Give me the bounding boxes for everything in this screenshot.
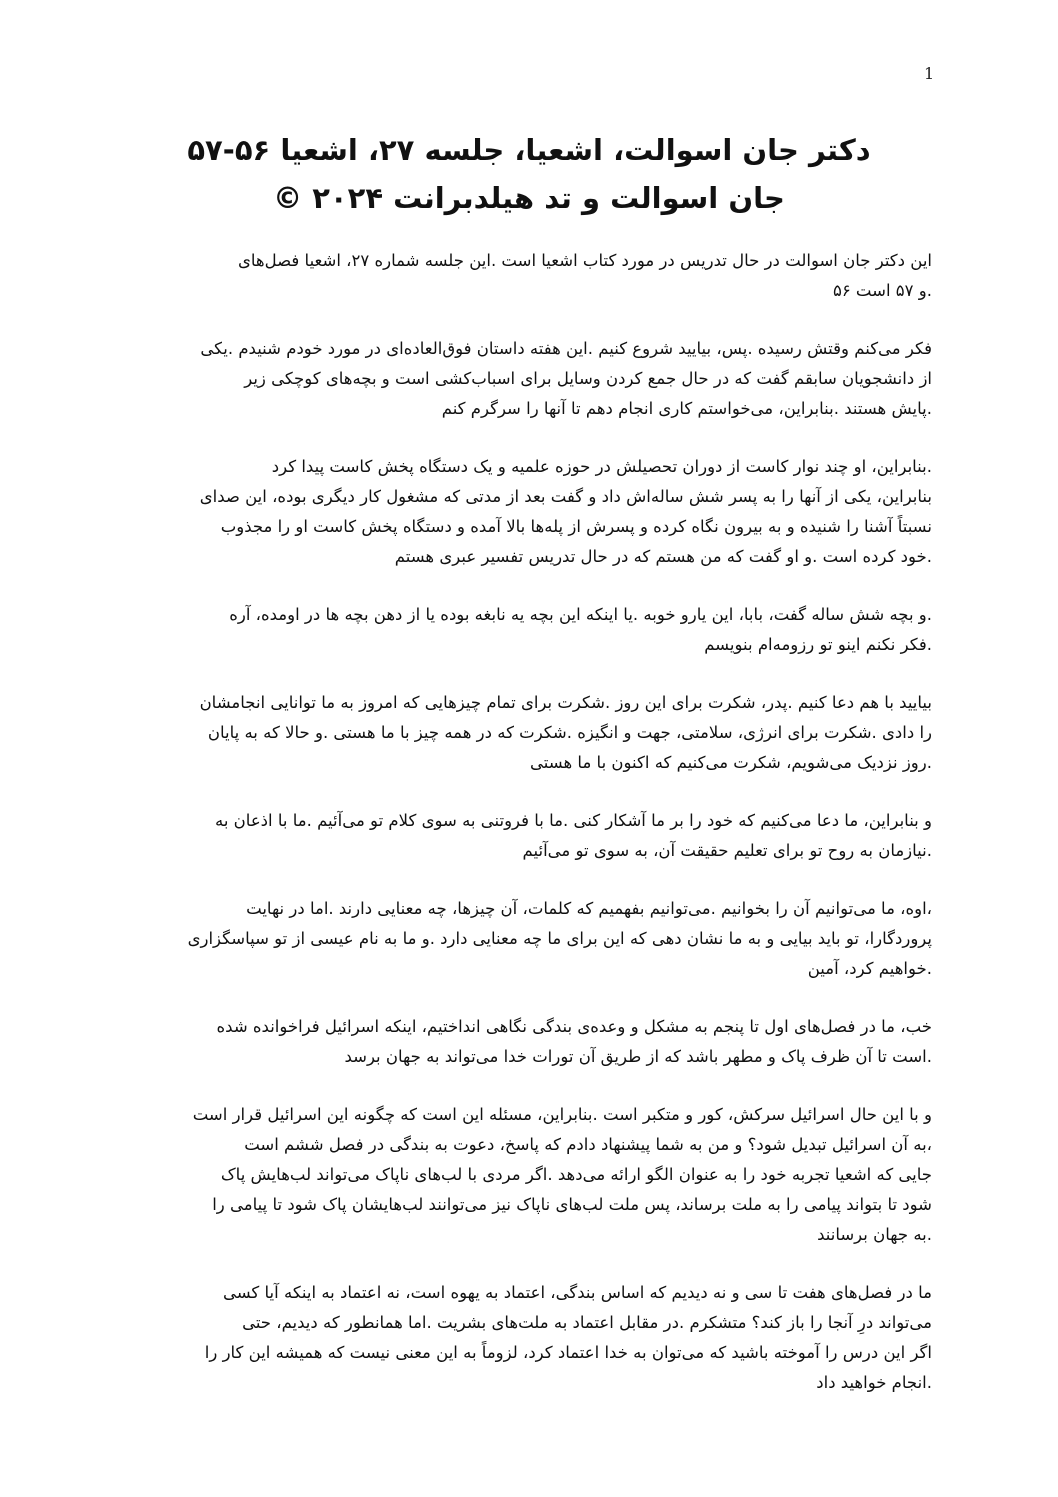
text-line: .انجام خواهید داد — [816, 1373, 932, 1392]
title-line: جان اسوالت و تد هیلدبرانت ۲۰۲۴ © — [273, 181, 785, 215]
text-line: این دکتر جان اسوالت در حال تدریس در مورد کتاب اشعیا است .این جلسه شماره ۲۷، اشعیا فصل‌های — [237, 251, 932, 270]
paragraph — [128, 334, 932, 424]
document-title — [120, 126, 938, 222]
text-line: ،اوه، ما می‌توانیم آن را بخوانیم .می‌توانیم بفهمیم که کلمات، آن چیزها، چه معنایی دارند .اما در نهایت — [246, 899, 932, 918]
title-line: دکتر جان اسوالت، اشعیا، جلسه ۲۷، اشعیا ۵۶-۵۷ — [187, 133, 871, 167]
text-line: فکر می‌کنم وقتش رسیده .پس، بیایید شروع کنیم .این هفته داستان فوق‌العاده‌ای در مورد خودم شنیدم .یکی — [200, 339, 932, 358]
paragraph — [128, 1278, 932, 1398]
paragraph — [128, 452, 932, 572]
text-line: اگر این درس را آموخته باشید که می‌توان به خدا اعتماد کرد، لزوماً به این معنی نیست که همیشه این کار را — [204, 1343, 932, 1362]
text-line: و بنابراین، ما دعا می‌کنیم که خود را بر ما آشکار کنی .ما با فروتنی به سوی کلام تو می‌آئیم .ما با اذعان به — [215, 811, 932, 830]
text-line: .بنابراین، او چند نوار کاست از دوران تحصیلش در حوزه علمیه و یک دستگاه پخش کاست پیدا کرد — [271, 457, 932, 476]
text-line: بنابراین، یکی از آنها را به پسر شش ساله‌اش داد و گفت بعد از مدتی که مشغول کار دیگری بوده، این صدای — [199, 487, 932, 506]
text-line: .فکر نکنم اینو تو رزومه‌ام بنویسم — [704, 635, 932, 654]
text-line: را دادی .شکرت برای انرژی، سلامتی، جهت و انگیزه .شکرت که در همه چیز با ما هستی .و حالا که به پایان — [207, 723, 932, 742]
text-line: خب، ما در فصل‌های اول تا پنجم به مشکل و وعده‌ی بندگی نگاهی انداختیم، اینکه اسرائیل فراخوانده شده — [216, 1017, 932, 1036]
paragraph — [128, 1100, 932, 1250]
paragraph — [128, 1012, 932, 1072]
document-body — [128, 246, 932, 1426]
paragraph — [128, 246, 932, 306]
text-line: بیایید با هم دعا کنیم .پدر، شکرت برای این روز .شکرت برای تمام چیزهایی که امروز به ما توانایی انجامشان — [199, 693, 932, 712]
paragraph — [128, 894, 932, 984]
text-line: ما در فصل‌های هفت تا سی و نه دیدیم که اساس بندگی، اعتماد به یهوه است، نه اعتماد به اینکه آیا کسی — [222, 1283, 932, 1302]
text-line: .خواهیم کرد، آمین — [807, 959, 932, 978]
text-line: شود تا بتواند پیامی را به ملت برساند، پس ملت لب‌های ناپاک نیز می‌توانند لب‌هایشان پاک شود تا پیامی را — [212, 1195, 932, 1214]
text-line: جایی که اشعیا تجربه خود را به عنوان الگو ارائه می‌دهد .اگر مردی با لب‌های ناپاک می‌تواند لب‌هایش پاک — [220, 1165, 932, 1184]
text-line: .پایش هستند .بنابراین، می‌خواستم کاری انجام دهم تا آنها را سرگرم کنم — [441, 399, 932, 418]
text-line: .به جهان برسانند — [817, 1225, 932, 1244]
text-line: ،به آن اسرائیل تبدیل شود؟ و من به شما پیشنهاد دادم که پاسخ، دعوت به بندگی در فصل ششم است — [244, 1135, 932, 1154]
paragraph — [128, 688, 932, 778]
paragraph — [128, 806, 932, 866]
text-line: .و بچه شش ساله گفت، بابا، این یارو خوبه .یا اینکه این بچه یه نابغه بوده یا از دهن بچه ها در اومده، آره — [229, 605, 932, 624]
text-line: .و ۵۷ است ۵۶ — [832, 281, 932, 300]
text-line: و با این حال اسرائیل سرکش، کور و متکبر است .بنابراین، مسئله این است که چگونه این اسرائیل قرار است — [192, 1105, 932, 1124]
text-line: نسبتاً آشنا را شنیده و به بیرون نگاه کرده و پسرش از پله‌ها بالا آمده و دستگاه پخش کاست او را مجذوب — [220, 517, 932, 536]
paragraph — [128, 600, 932, 660]
text-line: می‌تواند درِ آنجا را باز کند؟ متشکرم .در مقابل اعتماد به ملت‌های بشریت .اما همانطور که دیدیم، حتی — [242, 1313, 932, 1332]
text-line: .نیازمان به روح تو برای تعلیم حقیقت آن، به سوی تو می‌آئیم — [522, 841, 932, 860]
text-line: از دانشجویان سابقم گفت که در حال جمع کردن وسایل برای اسباب‌کشی است و بچه‌های کوچکی زیر — [244, 369, 932, 388]
text-line: .خود کرده است .و او گفت که من هستم که در حال تدریس تفسیر عبری هستم — [394, 547, 932, 566]
text-line: .است تا آن ظرف پاک و مطهر باشد که از طریق آن تورات خدا می‌تواند به جهان برسد — [344, 1047, 932, 1066]
text-line: پروردگارا، تو باید بیایی و به ما نشان دهی که این برای ما چه معنایی دارد .و ما به نام عیسی از تو سپاسگزاری — [187, 929, 932, 948]
text-line: .روز نزدیک می‌شویم، شکرت می‌کنیم که اکنون با ما هستی — [530, 753, 932, 772]
page-number: 1 — [924, 64, 935, 83]
